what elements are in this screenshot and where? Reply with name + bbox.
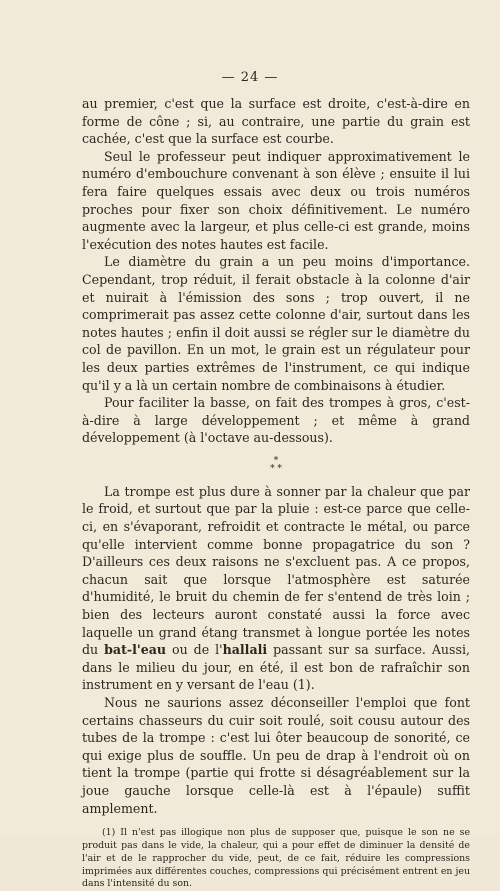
section-separator	[82, 457, 470, 473]
paragraph-text: passant sur sa surface. Aussi, dans le milieu du jour, en été, il est bon de rafraîchir son instrument en y versant de l'eau (1).	[82, 642, 470, 693]
paragraph: Pour faciliter la basse, on fait des trompes à gros, c'est-à-dire à large développement ; et même à grand développement (à l'octave au-dessous).	[82, 395, 470, 446]
paragraph-text: La trompe est plus dure à sonner par la chaleur que par le froid, et surtout que par la pluie : est-ce parce que celle-ci, en s'évaporant, refroidit et contracte le métal, ou parce qu'elle intervient comme bonne propagatrice du son ? D'ailleurs ces deux raisons ne s'excluent pas. A ce propos, chacun sait que lorsque l'atmosphère est saturée d'humidité, le bruit du chemin de fer s'entend de très loin ; bien des lecteurs auront constaté aussi la force avec laquelle un grand étang transmet à longue portée les notes du	[82, 483, 470, 658]
term-bat-leau: bat-l'eau	[104, 642, 167, 658]
paragraph	[82, 483, 470, 694]
paragraph: Nous ne saurions assez déconseiller l'emploi que font certains chasseurs du cuir soit roulé, soit cousu autour des tubes de la trompe : c'est lui ôter beaucoup de sonorité, ce qui exige plus de souffle. Un peu de drap à l'endroit où on tient la trompe (partie qui frotte si désagréablement sur la joue gauche lorsque celle-là est à l'épaule) suffit amplement.	[82, 695, 470, 816]
paragraph: Seul le professeur peut indiquer approximativement le numéro d'embouchure convenant à son élève ; ensuite il lui fera faire quelques essais avec deux ou trois numéros proches pour fixer son choix définitivement. Le numéro augmente avec la largeur, et plus celle-ci est grande, moins l'exécution des notes hautes est facile.	[82, 148, 470, 252]
separator-asterisks: * * *	[270, 455, 282, 474]
paragraph: au premier, c'est que la surface est droite, c'est-à-dire en forme de cône ; si, au contraire, une partie du grain est cachée, c'est que la surface est courbe.	[82, 96, 470, 147]
paragraph: Le diamètre du grain a un peu moins d'importance. Cependant, trop réduit, il ferait obstacle à la colonne d'air et nuirait à l'émission des sons ; trop ouvert, il ne comprimerait pas assez cette colonne d'air, surtout dans les notes hautes ; enfin il doit aussi se régler sur le diamètre du col de pavillon. En un mot, le grain est un régulateur pour les deux parties extrêmes de l'instrument, ce qui indique qu'il y a là un certain nombre de combinaisons à étudier.	[82, 254, 470, 393]
paragraph-text: ou de l'	[166, 642, 223, 658]
footnote: (1) Il n'est pas illogique non plus de supposer que, puisque le son ne se produit pas dans le vide, la chaleur, qui a pour effet de diminuer la densité de l'air et de le rapprocher du vide, peut, de ce fait, réduire les compressions imprimées aux différentes couches, compressions qui précisément entrent en jeu dans l'intensité du son.	[82, 827, 470, 890]
term-hallali: hallali	[222, 642, 268, 658]
page-body	[82, 95, 470, 891]
page-number: — 24 —	[221, 70, 279, 85]
